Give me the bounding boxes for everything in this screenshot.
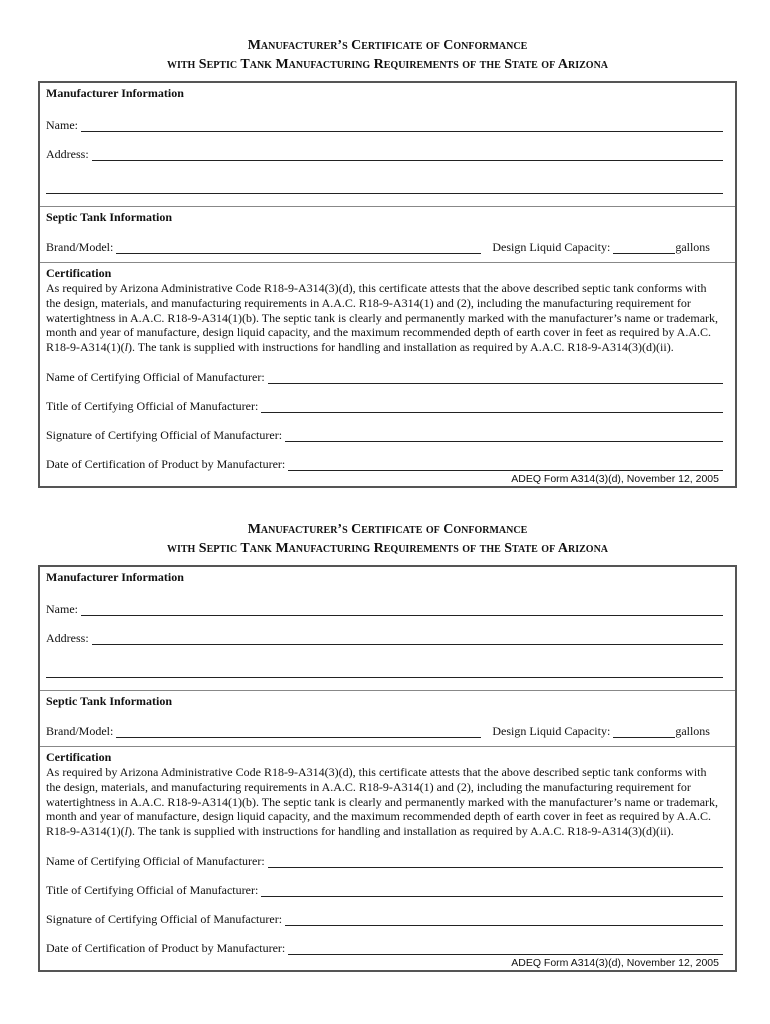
official-title-field[interactable] — [261, 400, 723, 413]
certification-section-title: Certification — [46, 266, 112, 280]
address-field[interactable] — [92, 148, 723, 161]
certification-text: As required by Arizona Administrative Code R18-9-A314(3)(d), this certificate attests that the above described septic tank conforms with the design, materials, and manufacturing requirements in A.A.C. R18-9-A314(1) and (2), including the manufacturing requirement for watertightness in A.A.C. R18-9-A314(1)(b). The septic tank is clearly and permanently marked with the manufacturer’s name or trademark, month and year of manufacture, design liquid capacity, and the maximum recommended depth of earth cover in feet as required by A.A.C. R18-9-A314(1)(l). The tank is supplied with instructions for handling and installation as required by A.A.C. R18-9-A314(3)(d)(ii). — [46, 281, 719, 355]
official-name-label: Name of Certifying Official of Manufacturer: — [46, 853, 265, 868]
address-label: Address: — [46, 147, 89, 161]
capacity-label: Design Liquid Capacity: — [492, 240, 611, 254]
certification-text: As required by Arizona Administrative Code R18-9-A314(3)(d), this certificate attests that the above described septic tank conforms with the design, materials, and manufacturing requirements in A.A.C. R18-9-A314(1) and (2), including the manufacturing requirement for watertightness in A.A.C. R18-9-A314(1)(b). The septic tank is clearly and permanently marked with the manufacturer’s name or trademark, month and year of manufacture, design liquid capacity, and the maximum recommended depth of earth cover in feet as required by A.A.C. R18-9-A314(1)(l). The tank is supplied with instructions for handling and installation as required by A.A.C. R18-9-A314(3)(d)(ii). — [46, 765, 719, 839]
official-name-field[interactable] — [268, 371, 723, 384]
brand-model-field[interactable] — [116, 241, 481, 254]
form-title-line-1: Manufacturer’s Certificate of Conformance — [247, 522, 528, 537]
septic-section-title: Septic Tank Information — [46, 694, 173, 708]
name-field[interactable] — [81, 119, 723, 132]
septic-section — [40, 690, 735, 746]
date-field[interactable] — [288, 458, 723, 471]
address-field-line-2[interactable] — [46, 181, 723, 194]
certification-section-title: Certification — [46, 750, 112, 764]
manufacturer-section — [40, 567, 735, 690]
official-name-label: Name of Certifying Official of Manufacturer: — [46, 369, 265, 384]
certification-section — [40, 262, 735, 486]
address-field[interactable] — [92, 632, 723, 645]
signature-field[interactable] — [285, 913, 723, 926]
brand-model-label: Brand/Model: — [46, 240, 114, 254]
name-label: Name: — [46, 118, 78, 132]
manufacturer-section-title: Manufacturer Information — [46, 570, 184, 584]
form-title-line-2: with Septic Tank Manufacturing Requirements of the State of Arizona — [166, 57, 609, 72]
name-label: Name: — [46, 602, 78, 616]
capacity-field[interactable] — [613, 725, 675, 738]
official-title-label: Title of Certifying Official of Manufacturer: — [46, 882, 259, 897]
form-footer: ADEQ Form A314(3)(d), November 12, 2005 — [511, 956, 719, 969]
septic-section-title: Septic Tank Information — [46, 210, 173, 224]
signature-label: Signature of Certifying Official of Manufacturer: — [46, 427, 283, 442]
capacity-label: Design Liquid Capacity: — [492, 724, 611, 738]
manufacturer-section — [40, 83, 735, 206]
capacity-field[interactable] — [613, 241, 675, 254]
date-label: Date of Certification of Product by Manufacturer: — [46, 940, 286, 955]
form-box — [38, 81, 737, 488]
signature-label: Signature of Certifying Official of Manufacturer: — [46, 911, 283, 926]
capacity-unit: gallons — [675, 240, 710, 254]
name-field[interactable] — [81, 603, 723, 616]
brand-model-field[interactable] — [116, 725, 481, 738]
certificate-form-1 — [38, 36, 737, 488]
form-box — [38, 565, 737, 972]
form-title-line-1: Manufacturer’s Certificate of Conformance — [247, 38, 528, 53]
brand-model-label: Brand/Model: — [46, 724, 114, 738]
address-field-line-2[interactable] — [46, 665, 723, 678]
form-footer: ADEQ Form A314(3)(d), November 12, 2005 — [511, 472, 719, 485]
septic-section — [40, 206, 735, 262]
official-title-field[interactable] — [261, 884, 723, 897]
manufacturer-section-title: Manufacturer Information — [46, 86, 184, 100]
address-label: Address: — [46, 631, 89, 645]
form-title-line-2: with Septic Tank Manufacturing Requirements of the State of Arizona — [166, 541, 609, 556]
official-title-label: Title of Certifying Official of Manufacturer: — [46, 398, 259, 413]
capacity-unit: gallons — [675, 724, 710, 738]
date-field[interactable] — [288, 942, 723, 955]
official-name-field[interactable] — [268, 855, 723, 868]
certificate-form-2 — [38, 520, 737, 972]
signature-field[interactable] — [285, 429, 723, 442]
certification-section — [40, 746, 735, 970]
date-label: Date of Certification of Product by Manufacturer: — [46, 456, 286, 471]
